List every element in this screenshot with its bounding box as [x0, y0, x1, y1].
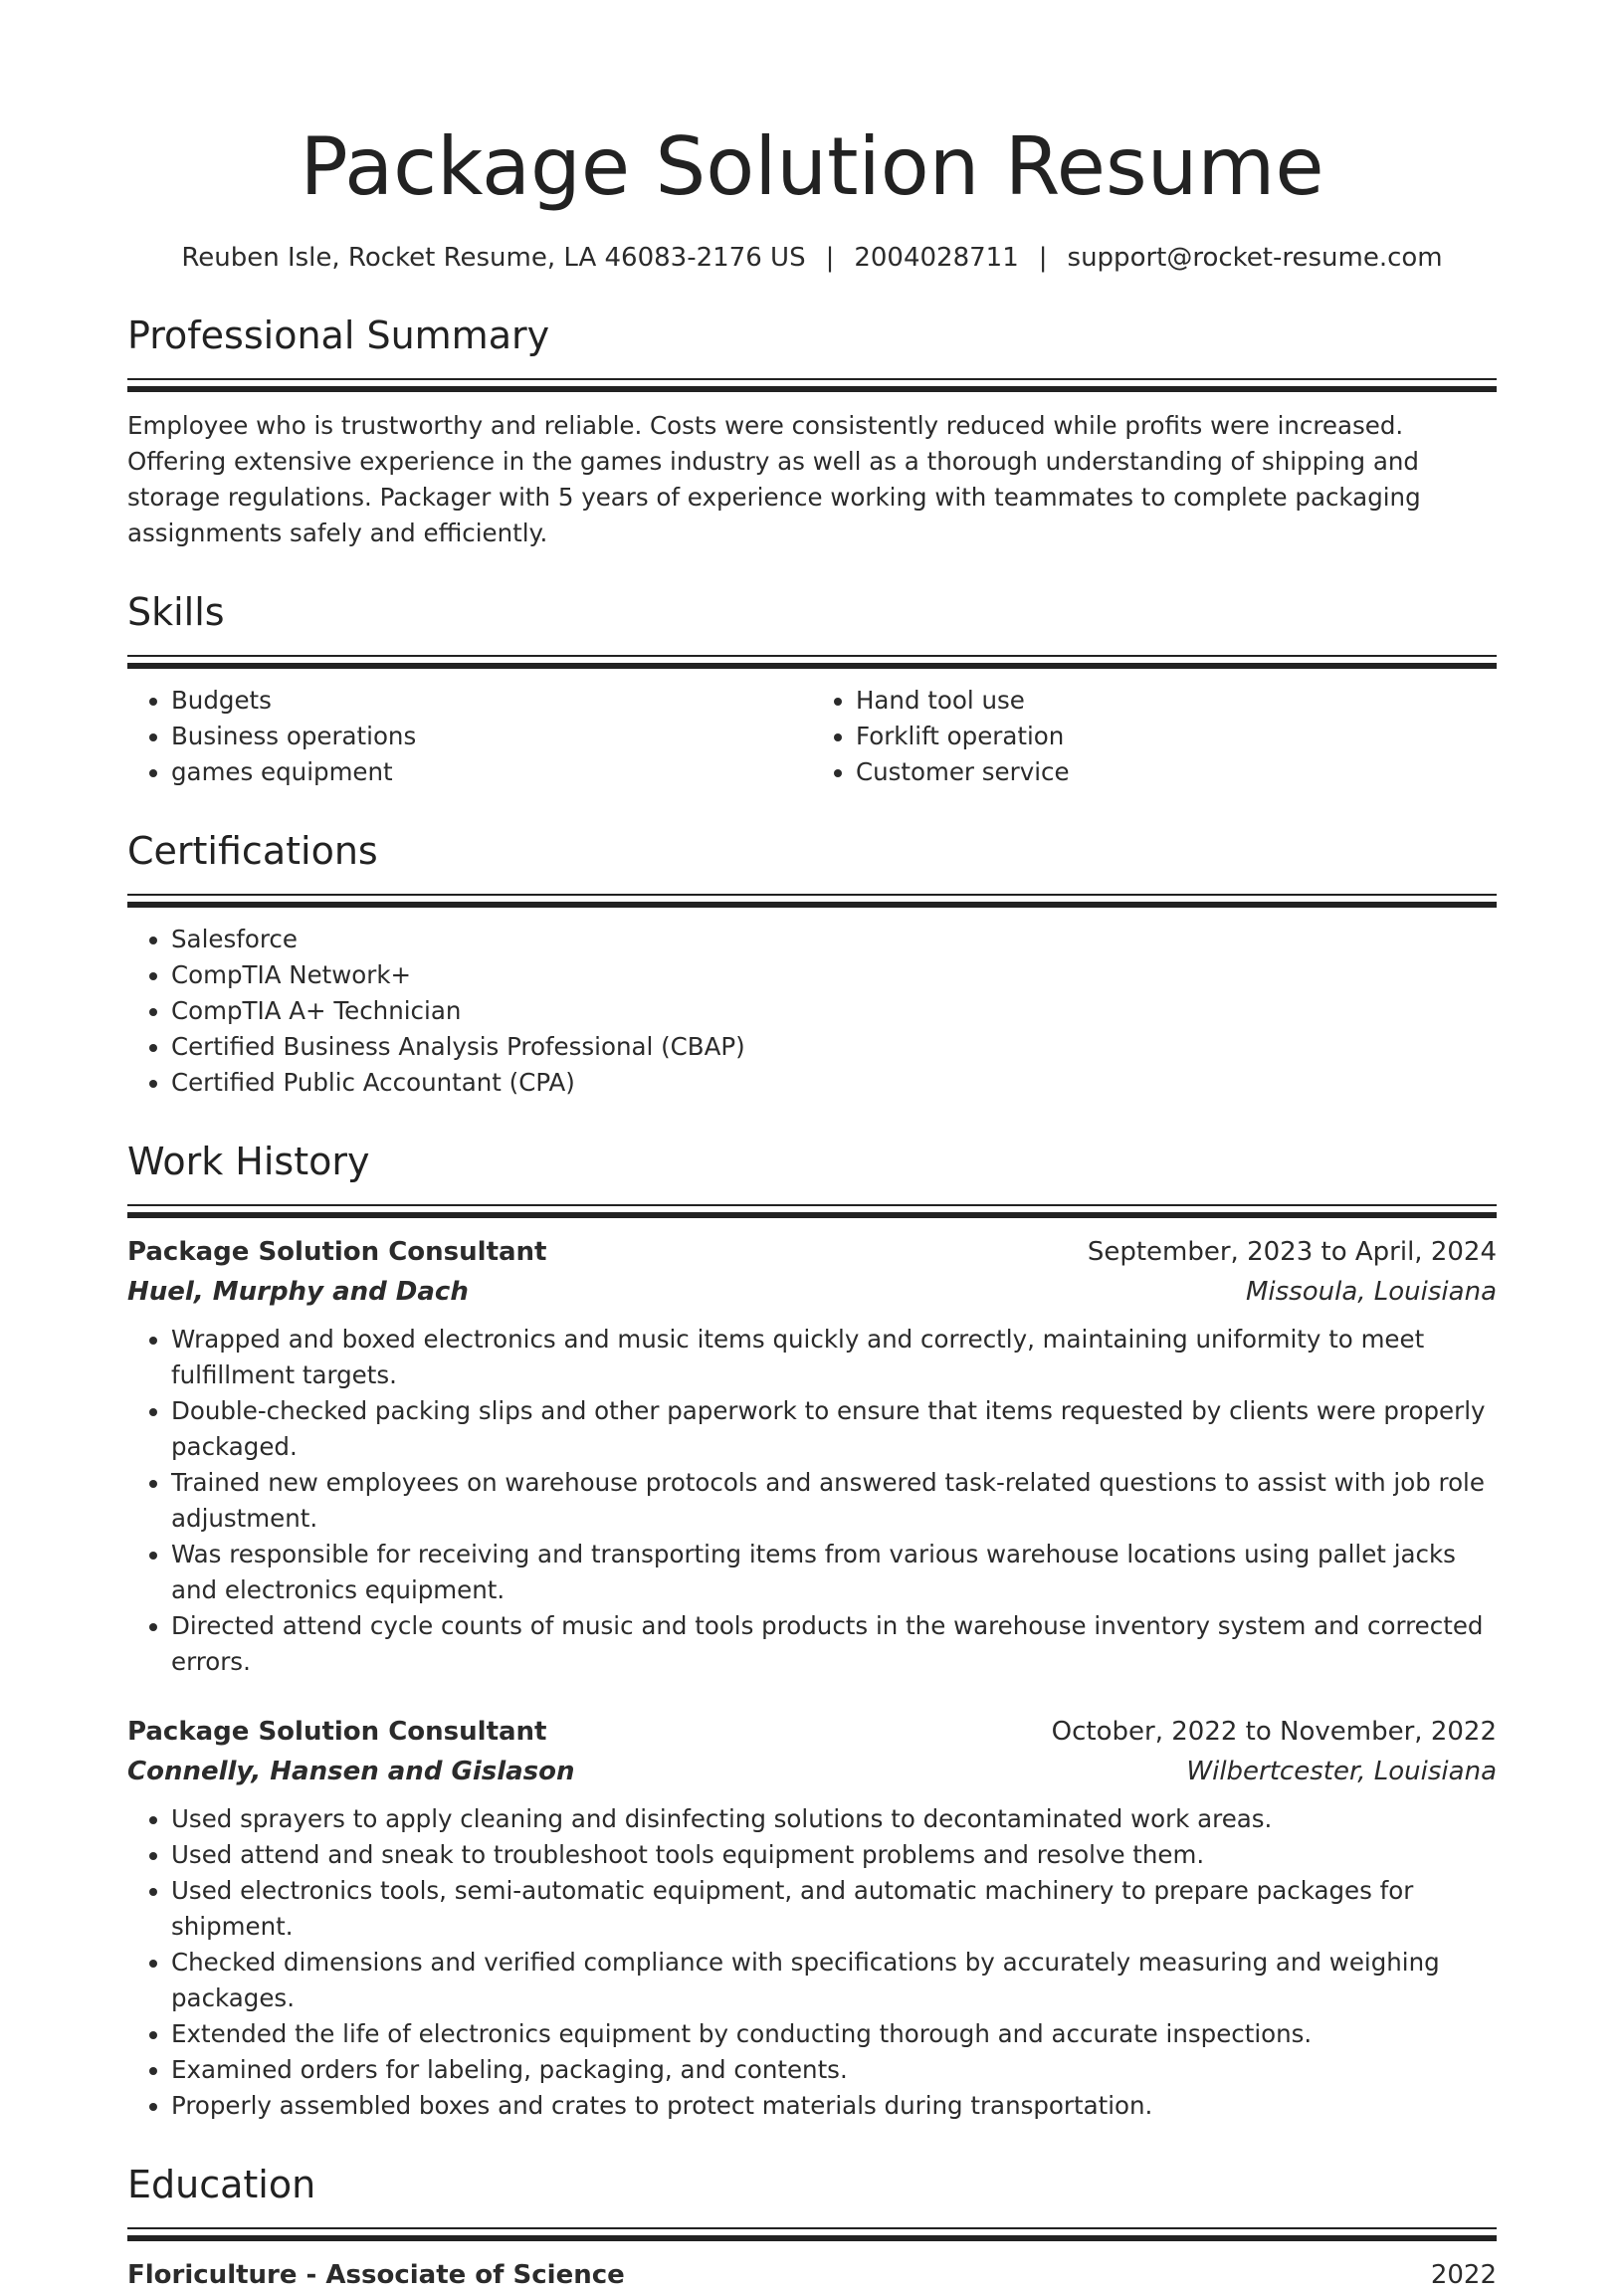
summary-section: [127, 311, 1497, 551]
summary-text: Employee who is trustworthy and reliable. Costs were consistently reduced while profits were increased. Offering extensive experience in the games industry as well as a thorough understanding of shipping and storage regulations. Packager with 5 years of experience working with teammates to complete packaging assignments safely and efficiently.: [127, 411, 1421, 547]
contact-email: support@rocket-resume.com: [1067, 243, 1443, 273]
skills-list-right: [812, 683, 1497, 790]
job-title: Package Solution Consultant: [127, 1717, 547, 1747]
section-divider: [127, 655, 1497, 669]
certification-item: • CompTIA A+ Technician: [171, 993, 1497, 1029]
skill-item: • Forklift operation: [856, 719, 1497, 754]
section-title: Skills: [127, 590, 225, 634]
section-divider: [127, 894, 1497, 908]
job-location: Missoula, Louisiana: [1245, 1277, 1497, 1307]
job-bullet: • Checked dimensions and verified compliance with specifications by accurately measuring and weighing packages.: [171, 1945, 1497, 2016]
job-bullet: • Used sprayers to apply cleaning and disinfecting solutions to decontaminated work areas.: [171, 1801, 1497, 1837]
job-bullet: • Was responsible for receiving and transporting items from various warehouse locations using pallet jacks and electronics equipment.: [171, 1537, 1497, 1608]
job-bullet: • Double-checked packing slips and other paperwork to ensure that items requested by clients were properly packaged.: [171, 1393, 1497, 1465]
section-divider: [127, 2227, 1497, 2241]
job-bullet: • Extended the life of electronics equipment by conducting thorough and accurate inspections.: [171, 2016, 1497, 2052]
job-entry: [127, 1232, 1497, 1680]
job-bullets: [127, 1322, 1497, 1680]
section-title: Professional Summary: [127, 313, 550, 357]
skill-item: • Business operations: [171, 719, 812, 754]
certification-item: • CompTIA Network+: [171, 957, 1497, 993]
certification-item: • Salesforce: [171, 922, 1497, 957]
contact-separator: |: [825, 243, 835, 273]
job-location: Wilbertcester, Louisiana: [1186, 1757, 1497, 1786]
skills-columns: [127, 683, 1497, 790]
job-bullet: • Properly assembled boxes and crates to protect materials during transportation.: [171, 2088, 1497, 2124]
job-bullet: • Used electronics tools, semi-automatic equipment, and automatic machinery to prepare packages for shipment.: [171, 1873, 1497, 1945]
contact-separator: |: [1038, 243, 1048, 273]
contact-address: Reuben Isle, Rocket Resume, LA 46083-2176 US: [181, 243, 806, 273]
section-title: Education: [127, 2163, 316, 2206]
skill-item: • Budgets: [171, 683, 812, 719]
job-company: Connelly, Hansen and Gislason: [127, 1757, 575, 1786]
work-history-section: [127, 1137, 1497, 2124]
job-bullets: [127, 1801, 1497, 2124]
section-divider: [127, 378, 1497, 392]
contact-phone: 2004028711: [854, 243, 1019, 273]
job-bullet: • Used attend and sneak to troubleshoot tools equipment problems and resolve them.: [171, 1837, 1497, 1873]
job-company: Huel, Murphy and Dach: [127, 1277, 469, 1307]
job-dates: September, 2023 to April, 2024: [1087, 1237, 1497, 1267]
job-dates: October, 2022 to November, 2022: [1051, 1717, 1497, 1747]
education-entry: [127, 2255, 1497, 2295]
certification-item: • Certified Public Accountant (CPA): [171, 1065, 1497, 1101]
job-bullet: • Examined orders for labeling, packaging, and contents.: [171, 2052, 1497, 2088]
section-divider: [127, 1204, 1497, 1218]
job-entry: [127, 1712, 1497, 2124]
skill-item: • Customer service: [856, 754, 1497, 790]
education-section: [127, 2160, 1497, 2295]
skill-item: • games equipment: [171, 754, 812, 790]
skills-section: [127, 587, 1497, 790]
skill-item: • Hand tool use: [856, 683, 1497, 719]
job-bullet: • Directed attend cycle counts of music and tools products in the warehouse inventory system and corrected errors.: [171, 1608, 1497, 1680]
job-title: Package Solution Consultant: [127, 1237, 547, 1267]
education-degree: Floriculture - Associate of Science: [127, 2260, 625, 2290]
skills-list-left: [127, 683, 812, 790]
contact-line: [127, 241, 1497, 275]
education-year: 2022: [1430, 2260, 1497, 2290]
certifications-list: [127, 922, 1497, 1101]
resume-name: Package Solution Resume: [300, 120, 1324, 213]
job-bullet: • Trained new employees on warehouse protocols and answered task-related questions to assist with job role adjustment.: [171, 1465, 1497, 1537]
job-bullet: • Wrapped and boxed electronics and music items quickly and correctly, maintaining uniformity to meet fulfillment targets.: [171, 1322, 1497, 1393]
section-title: Work History: [127, 1140, 370, 1183]
certifications-section: [127, 826, 1497, 1101]
certification-item: • Certified Business Analysis Professional (CBAP): [171, 1029, 1497, 1065]
section-title: Certifications: [127, 829, 378, 873]
